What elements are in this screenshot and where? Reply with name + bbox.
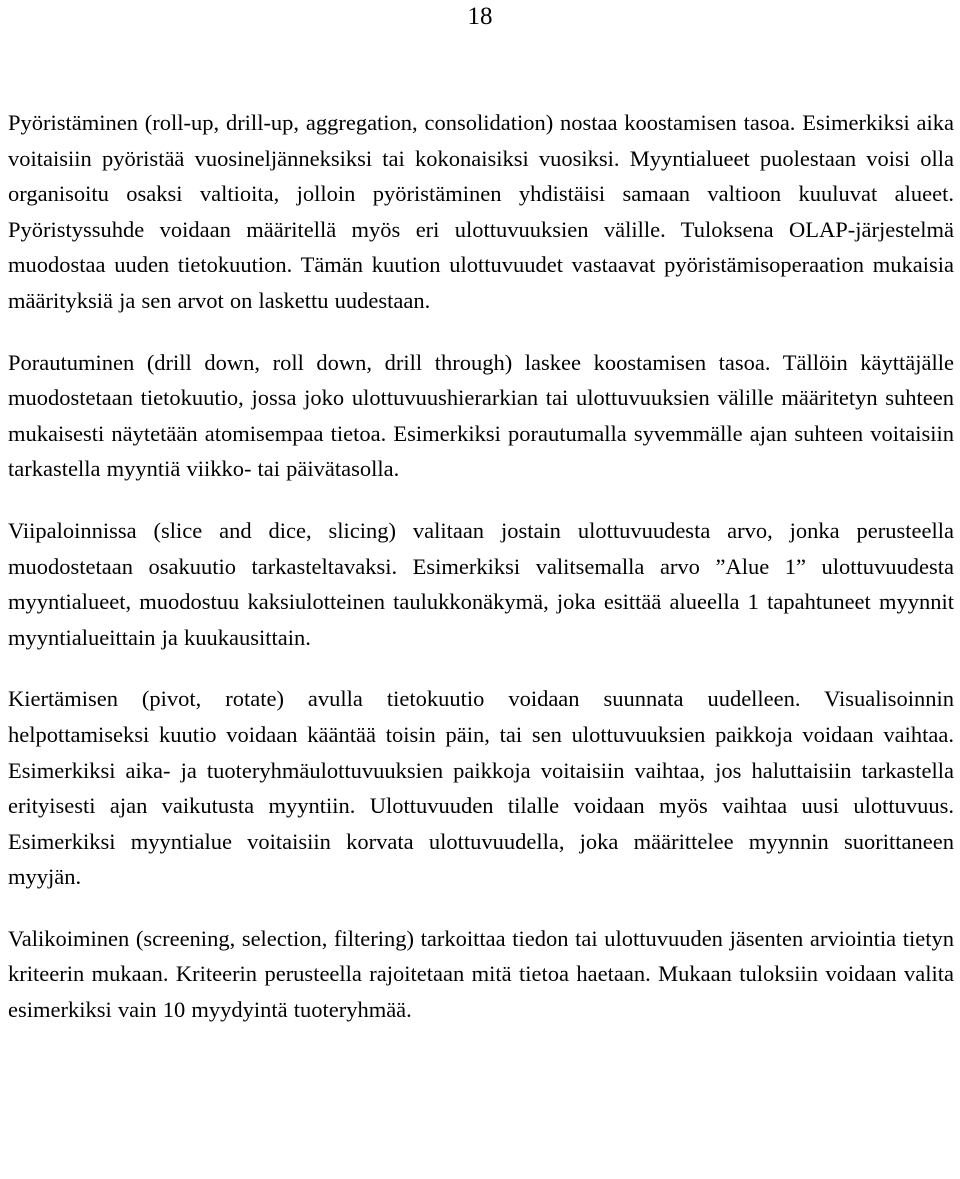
document-body	[8, 105, 954, 1054]
paragraph-drill-down: Porautuminen (drill down, roll down, drill through) laskee koostamisen tasoa. Tällöin käyttäjälle muodostetaan tietokuutio, jossa joko ulottuvuushierarkian tai ulottuvuuksien välille määritetyn suhteen mukaisesti näytetään atomisempaa tietoa. Esimerkiksi porautumalla syvemmälle ajan suhteen voitaisiin tarkastella myyntiä viikko- tai päivätasolla.	[8, 349, 954, 482]
paragraph-slice-and-dice: Viipaloinnissa (slice and dice, slicing) valitaan jostain ulottuvuudesta arvo, jonka perusteella muodostetaan osakuutio tarkasteltavaksi. Esimerkiksi valitsemalla arvo ”Alue 1” ulottuvuudesta myyntialueet, muodostuu kaksiulotteinen taulukkonäkymä, joka esittää alueella 1 tapahtuneet myynnit myyntialueittain ja kuukausittain.	[8, 517, 954, 650]
page-number: 18	[467, 3, 493, 30]
paragraph-screening: Valikoiminen (screening, selection, filtering) tarkoittaa tiedon tai ulottuvuuden jäsenten arviointia tietyn kriteerin mukaan. Kriteerin perusteella rajoitetaan mitä tietoa haetaan. Mukaan tuloksiin voidaan valita esimerkiksi vain 10 myydyintä tuoteryhmää.	[8, 925, 954, 1023]
paragraph-pivot: Kiertämisen (pivot, rotate) avulla tietokuutio voidaan suunnata uudelleen. Visualisoinnin helpottamiseksi kuutio voidaan kääntää toisin päin, tai sen ulottuvuuksien paikkoja voidaan vaihtaa. Esimerkiksi aika- ja tuoteryhmäulottuvuuksien paikkoja voitaisiin vaihtaa, jos haluttaisiin tarkastella erityisesti ajan vaikutusta myyntiin. Ulottuvuuden tilalle voidaan myös vaihtaa uusi ulottuvuus. Esimerkiksi myyntialue voitaisiin korvata ulottuvuudella, joka määrittelee myynnin suorittaneen myyjän.	[8, 686, 954, 890]
paragraph-roll-up: Pyöristäminen (roll-up, drill-up, aggregation, consolidation) nostaa koostamisen tasoa. Esimerkiksi aika voitaisiin pyöristää vuosineljänneksiksi tai kokonaisiksi vuosiksi. Myyntialueet puolestaan voisi olla organisoitu osaksi valtioita, jolloin pyöristäminen yhdistäisi samaan valtioon kuuluvat alueet. Pyöristyssuhde voidaan määritellä myös eri ulottuvuuksien välille. Tuloksena OLAP-järjestelmä muodostaa uuden tietokuution. Tämän kuution ulottuvuudet vastaavat pyöristämisoperaation mukaisia määrityksiä ja sen arvot on laskettu uudestaan.	[8, 110, 954, 313]
